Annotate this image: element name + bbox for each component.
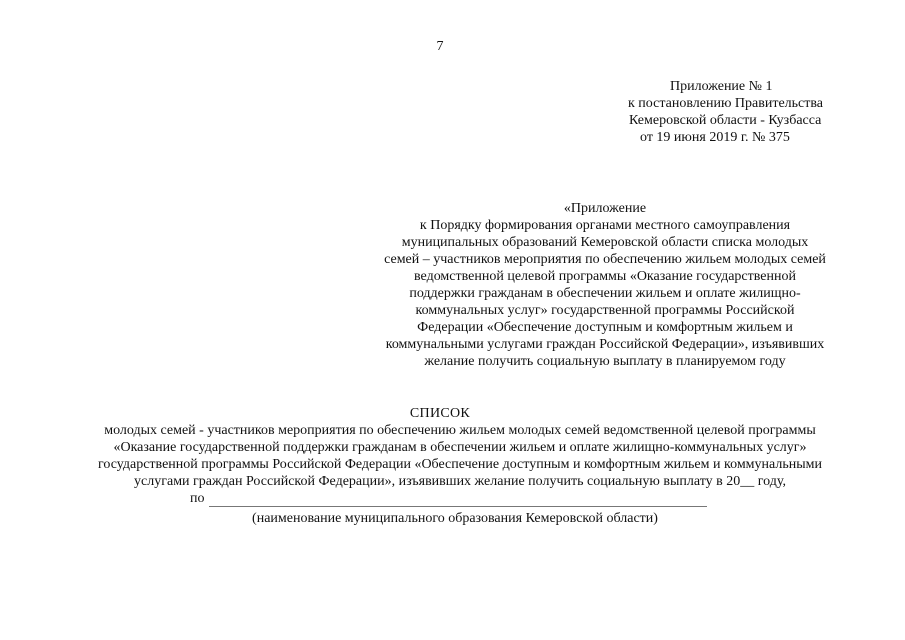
order-appendix-line: семей – участников мероприятия по обеспечению жильем молодых семей — [384, 252, 826, 267]
list-description-line: «Оказание государственной поддержки гражданам в обеспечении жильем и оплате жилищно-коммунальных услуг» — [113, 440, 807, 455]
list-title: СПИСОК — [409, 406, 471, 421]
order-appendix-line: желание получить социальную выплату в планируемом году — [424, 354, 786, 369]
order-appendix-block — [365, 200, 845, 370]
municipality-caption: (наименование муниципального образования Кемеровской области) — [252, 511, 658, 526]
order-appendix-line: «Приложение — [563, 201, 647, 216]
appendix-header-line: от 19 июня 2019 г. № 375 — [640, 130, 790, 145]
order-appendix-line: коммунальных услуг» государственной программы Российской — [415, 303, 795, 318]
list-description — [40, 422, 880, 490]
appendix-header-line: Кемеровской области - Кузбасса — [629, 113, 822, 128]
order-appendix-line: Федерации «Обеспечение доступным и комфортным жильем и — [417, 320, 793, 335]
order-appendix-line: коммунальными услугами граждан Российской Федерации», изъявивших — [385, 337, 825, 352]
municipality-blank-line — [209, 491, 707, 507]
list-description-line: государственной программы Российской Федерации «Обеспечение доступным и комфортным жильем и коммунальными — [97, 457, 822, 472]
order-appendix-line: к Порядку формирования органами местного самоуправления — [419, 218, 791, 233]
appendix-header-line: Приложение № 1 — [670, 79, 773, 94]
po-label: по — [190, 491, 205, 506]
order-appendix-line: муниципальных образований Кемеровской области списка молодых — [401, 235, 809, 250]
list-description-line: молодых семей - участников мероприятия по обеспечению жильем молодых семей ведомственной целевой программы — [104, 423, 816, 438]
order-appendix-line: ведомственной целевой программы «Оказание государственной — [414, 269, 796, 284]
appendix-header — [560, 78, 905, 146]
list-description-line: услугами граждан Российской Федерации», изъявивших желание получить социальную выплату в 20__ году, — [134, 474, 786, 489]
order-appendix-line: поддержки гражданам в обеспечении жильем и оплате жилищно- — [409, 286, 801, 301]
municipality-fill-row — [190, 490, 710, 507]
page-number: 7 — [436, 39, 444, 54]
appendix-header-line: к постановлению Правительства — [628, 96, 824, 111]
